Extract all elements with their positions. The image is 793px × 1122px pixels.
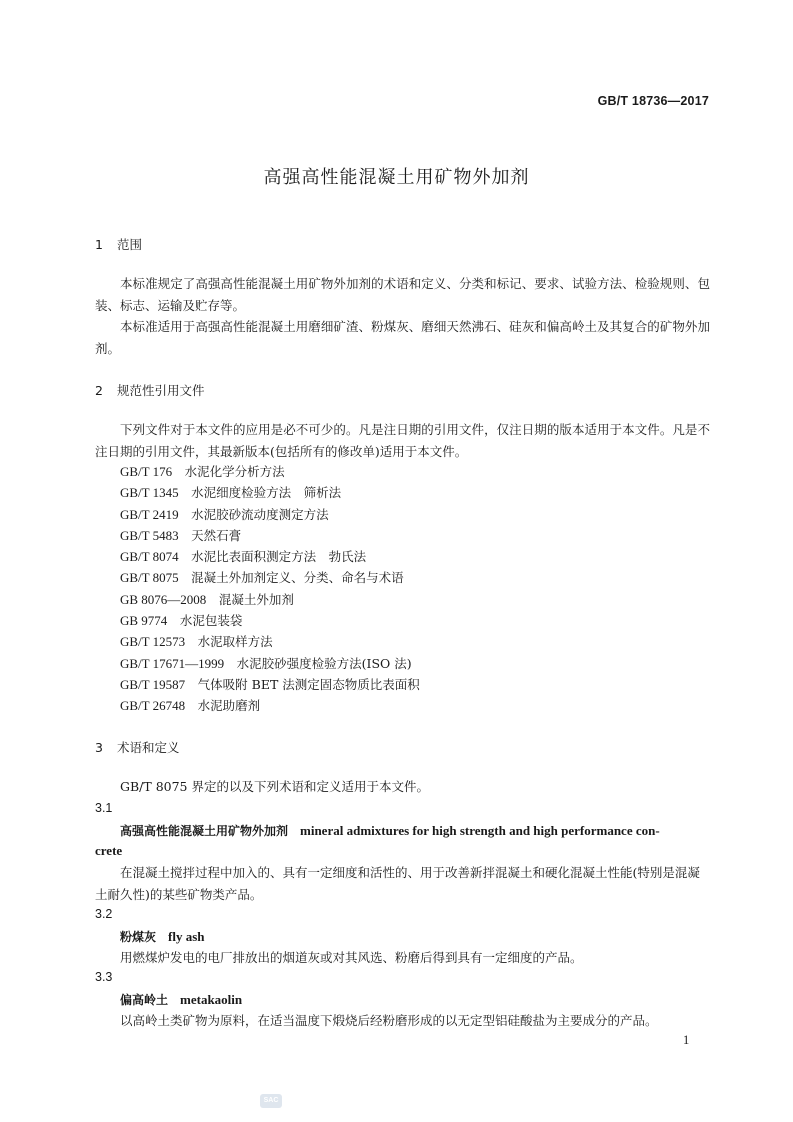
term-name-zh: 高强高性能混凝土用矿物外加剂 <box>120 824 289 838</box>
section-number: 1 <box>95 237 103 252</box>
reference-code: GB/T 5483 <box>120 527 179 543</box>
reference-code: GB/T 17671—1999 <box>120 655 225 671</box>
reference-title: 水泥化学分析方法 <box>184 464 285 479</box>
term-definition: 在混凝土搅拌过程中加入的、具有一定细度和活性的、用于改善新拌混凝土和硬化混凝土性能(特别是混凝土耐久性)的某些矿物类产品。 <box>95 865 700 902</box>
reference-title: 水泥包装袋 <box>179 613 243 629</box>
section-3-heading <box>95 738 180 756</box>
reference-item <box>120 610 420 631</box>
reference-title: 水泥细度检验方法 筛析法 <box>191 485 342 501</box>
reference-item <box>120 482 420 503</box>
section-2-heading <box>95 381 205 399</box>
paragraph: 本标准规定了高强高性能混凝土用矿物外加剂的术语和定义、分类和标记、要求、试验方法、检验规则、包装、标志、运输及贮存等。 <box>95 276 710 313</box>
term-name-zh: 粉煤灰 <box>120 930 157 944</box>
reference-title: 水泥胶砂流动度测定方法 <box>191 506 329 522</box>
section-title: 规范性引用文件 <box>117 383 205 398</box>
term-number: 3.2 <box>95 907 113 921</box>
term-heading <box>120 991 242 1008</box>
term-heading <box>120 928 205 945</box>
reference-code: GB/T 12573 <box>120 634 186 650</box>
reference-title: 水泥胶砂强度检验方法(ISO 法) <box>236 655 412 671</box>
reference-title: 混凝土外加剂定义、分类、命名与术语 <box>191 570 404 586</box>
paragraph: 本标准适用于高强高性能混凝土用磨细矿渣、粉煤灰、磨细天然沸石、硅灰和偏高岭土及其复合的矿物外加剂。 <box>95 319 710 356</box>
reference-list <box>120 461 420 717</box>
reference-item <box>120 461 420 482</box>
reference-item <box>120 504 420 525</box>
reference-code: GB/T 2419 <box>120 506 179 522</box>
section-1-heading <box>95 235 142 253</box>
reference-code: GB/T 8075 <box>120 570 179 586</box>
reference-item <box>120 525 420 546</box>
reference-code: GB/T 26748 <box>120 698 186 714</box>
section-2-intro <box>95 419 710 462</box>
term-name-en: metakaolin <box>180 992 243 1007</box>
document-title: 高强高性能混凝土用矿物外加剂 <box>263 167 530 188</box>
reference-code: GB/T 176 <box>120 464 173 479</box>
sac-watermark: SAC <box>260 1094 282 1108</box>
reference-title: 气体吸附 BET 法测定固态物质比表面积 <box>197 676 420 692</box>
reference-item <box>120 695 420 716</box>
term-name-en-continuation: crete <box>95 843 123 858</box>
term-heading <box>120 822 660 839</box>
section-number: 2 <box>95 383 103 398</box>
reference-code: GB/T 1345 <box>120 485 179 501</box>
paragraph: 下列文件对于本文件的应用是必不可少的。凡是注日期的引用文件，仅注日期的版本适用于本文件。凡是不注日期的引用文件，其最新版本(包括所有的修改单)适用于本文件。 <box>95 422 710 459</box>
term-name-en: mineral admixtures for high strength and high performance con- <box>300 823 660 838</box>
section-title: 范围 <box>117 237 143 252</box>
reference-item <box>120 567 420 588</box>
reference-item <box>120 589 420 610</box>
section-1-body <box>95 273 710 359</box>
reference-title: 天然石膏 <box>191 527 242 543</box>
term-definition: 用燃煤炉发电的电厂排放出的烟道灰或对其风选、粉磨后得到具有一定细度的产品。 <box>120 950 583 965</box>
term-number: 3.3 <box>95 970 113 984</box>
standard-code: GB/T 18736—2017 <box>597 94 709 108</box>
reference-code: GB/T 19587 <box>120 676 186 692</box>
section-title: 术语和定义 <box>117 740 180 755</box>
term-number: 3.1 <box>95 801 113 815</box>
reference-code: GB/T 8074 <box>120 549 179 565</box>
reference-title: 水泥比表面积测定方法 勃氏法 <box>191 549 367 565</box>
reference-title: 混凝土外加剂 <box>218 591 294 607</box>
reference-item <box>120 674 420 695</box>
page-number: 1 <box>683 1033 690 1047</box>
paragraph: GB/T 8075 界定的以及下列术语和定义适用于本文件。 <box>120 779 429 794</box>
reference-code: GB 9774 <box>120 613 168 629</box>
reference-title: 水泥助磨剂 <box>197 698 261 714</box>
reference-code: GB 8076—2008 <box>120 591 207 607</box>
reference-item <box>120 653 420 674</box>
reference-item <box>120 631 420 652</box>
reference-title: 水泥取样方法 <box>197 634 273 650</box>
term-name-en: fly ash <box>168 929 205 944</box>
term-name-zh: 偏高岭土 <box>120 993 169 1007</box>
reference-item <box>120 546 420 567</box>
term-definition: 以高岭土类矿物为原料，在适当温度下煅烧后经粉磨形成的以无定型铝硅酸盐为主要成分的产品。 <box>120 1013 658 1028</box>
section-number: 3 <box>95 740 103 755</box>
section-3-intro <box>95 776 710 798</box>
